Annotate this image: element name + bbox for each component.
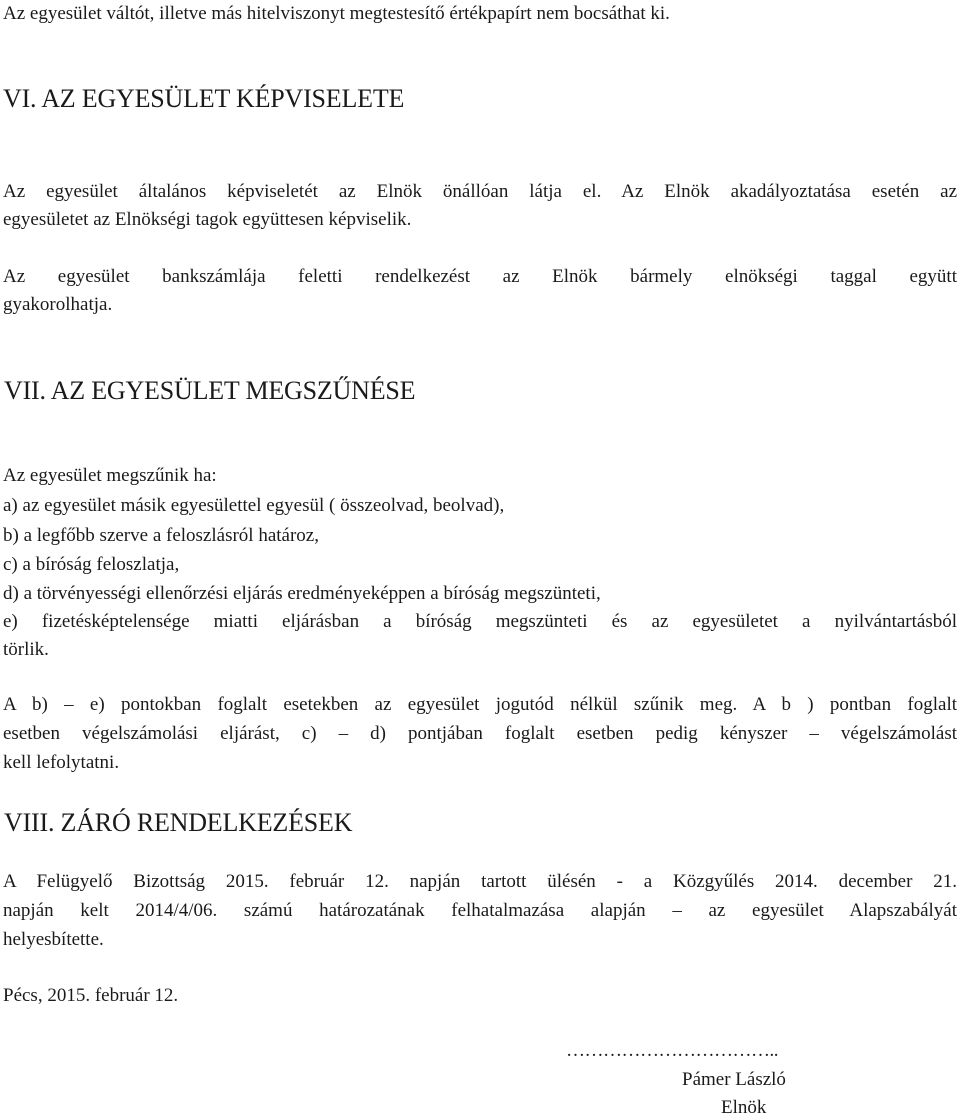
place-and-date: Pécs, 2015. február 12. <box>3 985 179 1006</box>
section-8-paragraph-line-3: helyesbítette. <box>3 929 104 950</box>
list-item-e-line-1: e) fizetésképtelensége miatti eljárásban a bíróság megszünteti és az egyesületet a nyilvántartásból <box>3 611 957 632</box>
section-8-paragraph-line-2: napján kelt 2014/4/06. számú határozatának felhatalmazása alapján – az egyesület Alapszabályát <box>3 900 957 921</box>
section-6-paragraph-1-line-1: Az egyesület általános képviseletét az Elnök önállóan látja el. Az Elnök akadályoztatása esetén az <box>3 181 957 202</box>
list-item-e-line-2: törlik. <box>3 639 49 660</box>
section-6-paragraph-2-line-2: gyakorolhatja. <box>3 294 113 315</box>
signatory-name: Pámer László <box>682 1069 786 1090</box>
signatory-title: Elnök <box>721 1097 767 1118</box>
section-7-closing-line-2: esetben végelszámolási eljárást, c) – d) pontjában foglalt esetben pedig kényszer – végelszámolást <box>3 723 957 744</box>
list-item-b: b) a legfőbb szerve a feloszlásról határoz, <box>3 525 319 546</box>
list-item-d: d) a törvényességi ellenőrzési eljárás eredményeképpen a bíróság megszünteti, <box>3 583 601 604</box>
section-7-closing-line-1: A b) – e) pontokban foglalt esetekben az egyesület jogutód nélkül szűnik meg. A b ) pontban foglalt <box>3 694 957 715</box>
section-7-heading: VII. AZ EGYESÜLET MEGSZŰNÉSE <box>4 376 416 405</box>
section-7-closing-line-3: kell lefolytatni. <box>3 752 120 773</box>
list-item-c: c) a bíróság feloszlatja, <box>3 554 180 575</box>
section-6-paragraph-2-line-1: Az egyesület bankszámlája feletti rendelkezést az Elnök bármely elnökségi taggal együtt <box>3 266 957 287</box>
signature-line: …………………………….. <box>566 1040 778 1061</box>
section-8-paragraph-line-1: A Felügyelő Bizottság 2015. február 12. napján tartott ülésén - a Közgyűlés 2014. december 21. <box>3 871 957 892</box>
section-8-heading: VIII. ZÁRÓ RENDELKEZÉSEK <box>4 808 353 837</box>
section-7-intro: Az egyesület megszűnik ha: <box>3 465 217 486</box>
list-item-a: a) az egyesület másik egyesülettel egyesül ( összeolvad, beolvad), <box>3 495 505 516</box>
intro-paragraph: Az egyesület váltót, illetve más hitelviszonyt megtestesítő értékpapírt nem bocsáthat ki. <box>3 3 670 24</box>
section-6-paragraph-1-line-2: egyesületet az Elnökségi tagok együttesen képviselik. <box>3 209 412 230</box>
section-6-heading: VI. AZ EGYESÜLET KÉPVISELETE <box>3 84 405 113</box>
